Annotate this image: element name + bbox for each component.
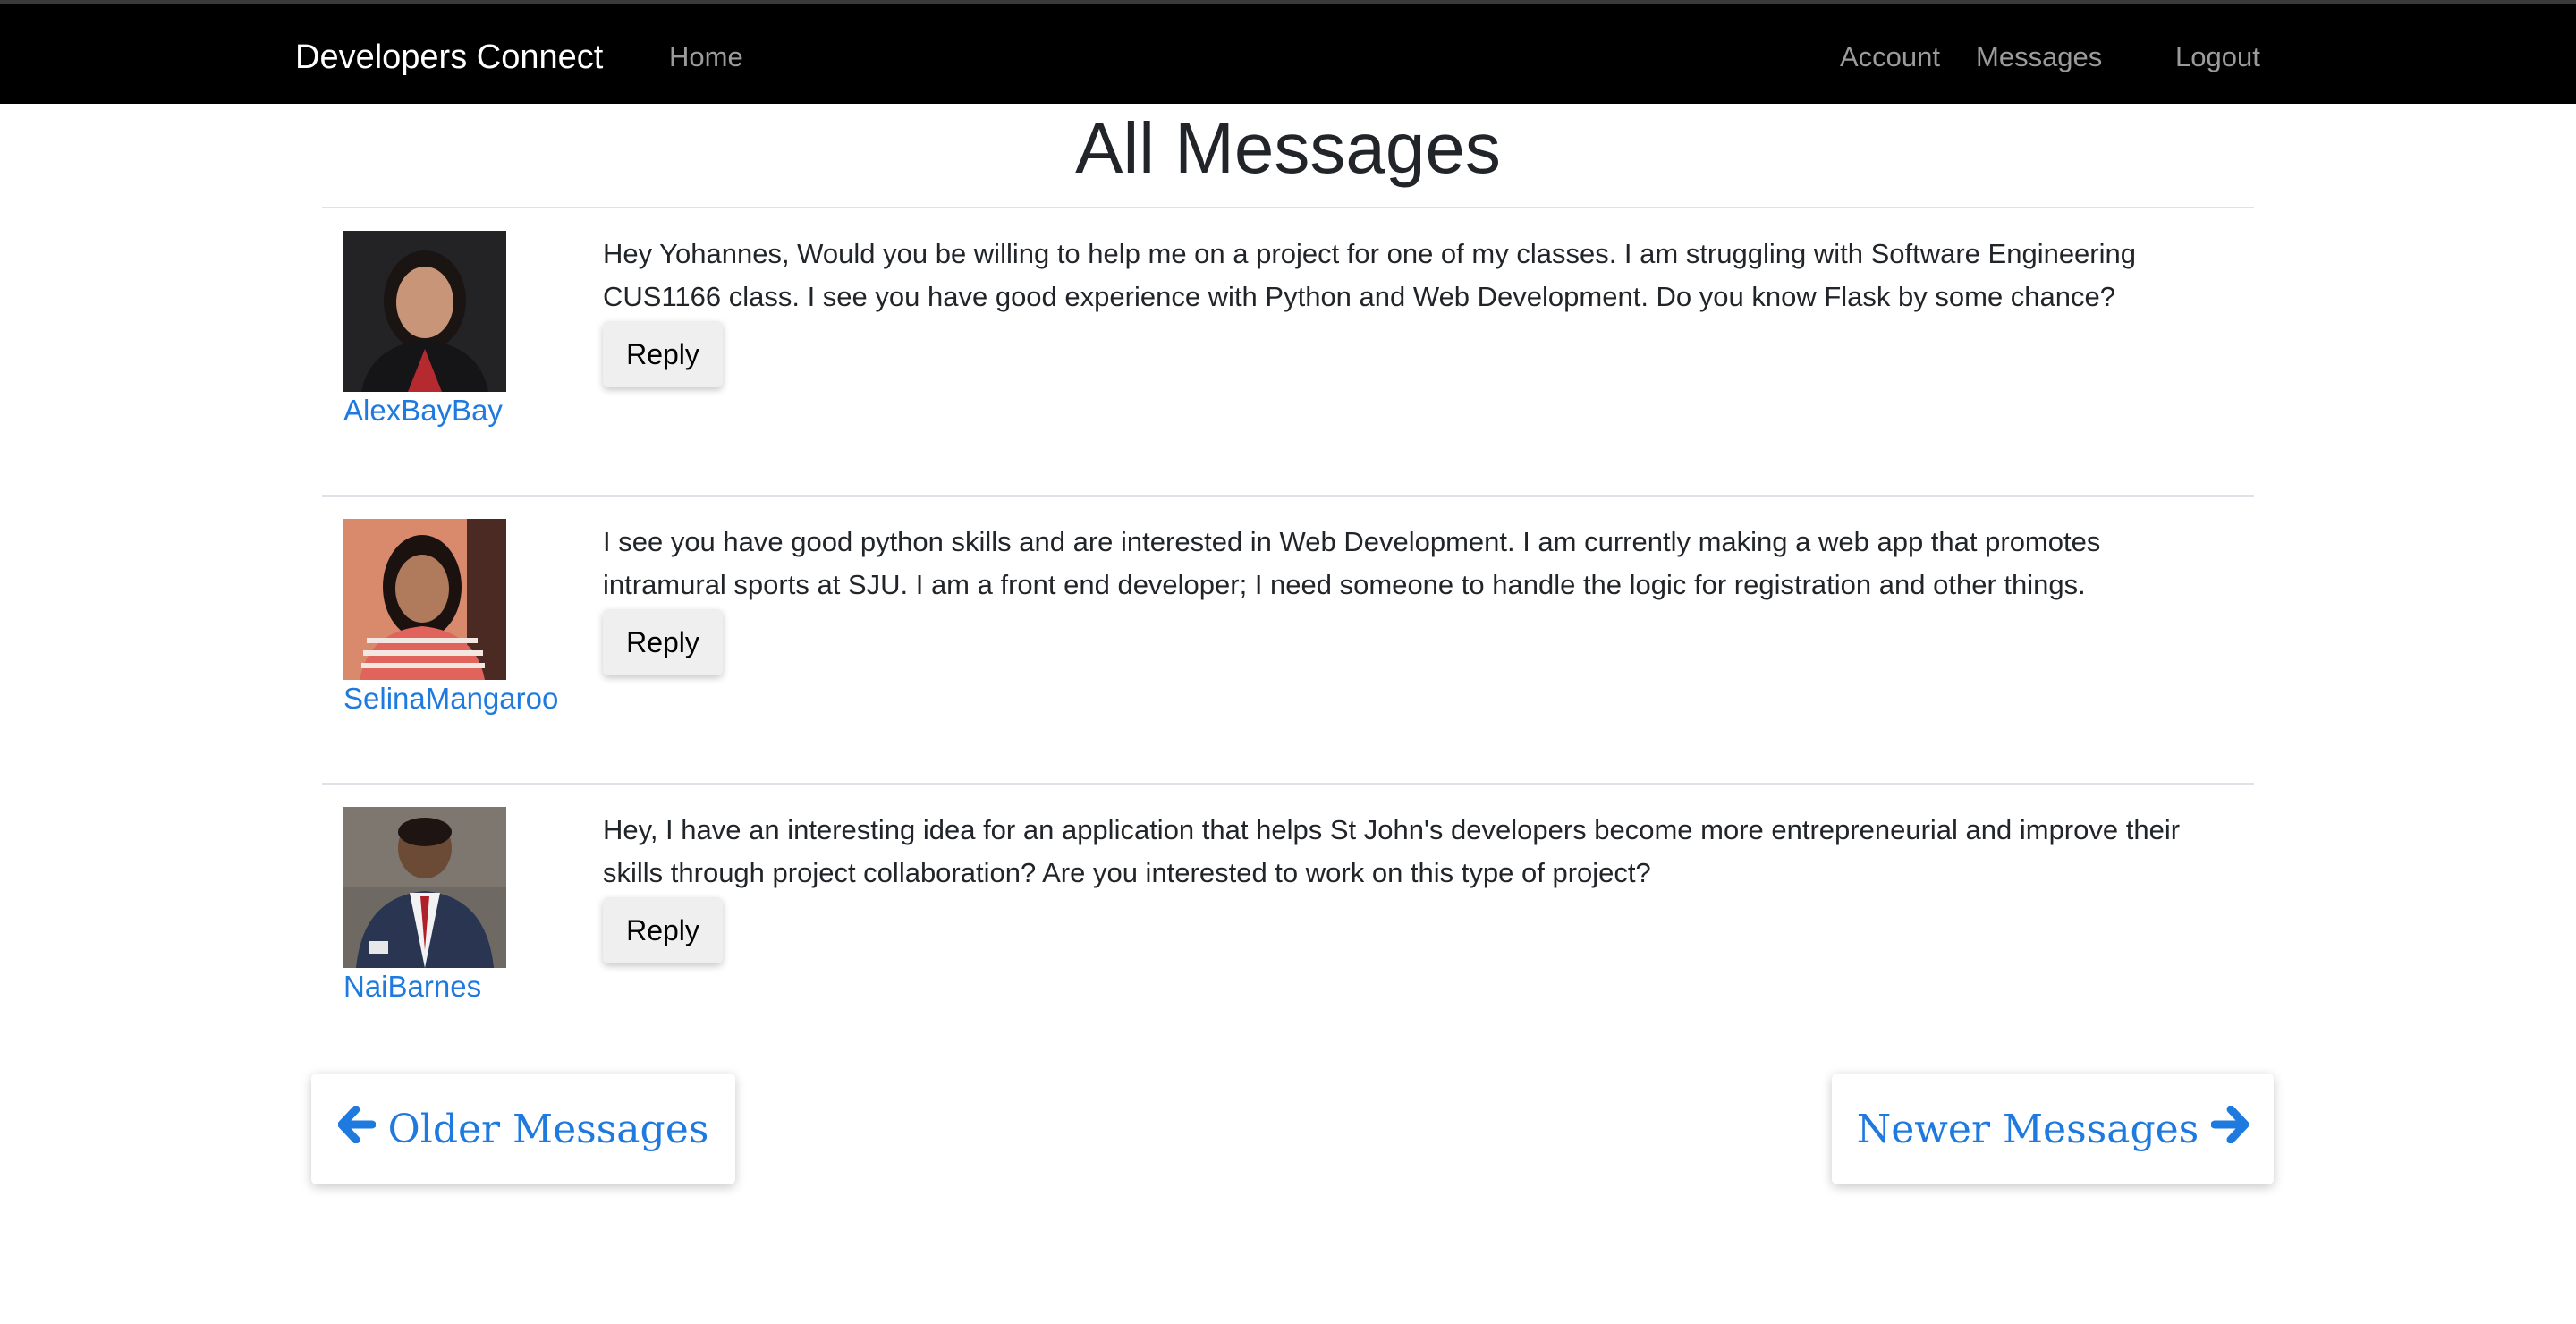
page-title: All Messages <box>1075 108 1501 188</box>
newer-messages-button[interactable] <box>1832 1074 2274 1184</box>
nav-account-link[interactable]: Account <box>1840 41 1941 72</box>
arrow-left-icon <box>338 1106 376 1153</box>
top-navbar <box>0 0 2576 104</box>
sender-username-link[interactable]: NaiBarnes <box>343 970 482 1003</box>
older-messages-label: Older Messages <box>387 1106 709 1152</box>
message-item <box>322 495 2254 781</box>
reply-button[interactable]: Reply <box>603 897 723 963</box>
reply-button[interactable]: Reply <box>603 609 723 675</box>
reply-button[interactable]: Reply <box>603 321 723 387</box>
newer-messages-label: Newer Messages <box>1856 1106 2199 1152</box>
older-messages-button[interactable] <box>311 1074 735 1184</box>
brand-link[interactable]: Developers Connect <box>295 38 604 76</box>
message-item <box>322 207 2254 493</box>
nav-messages-link[interactable]: Messages <box>1976 41 2103 72</box>
sender-username-link[interactable]: SelinaMangaroo <box>343 682 559 715</box>
sender-username-link[interactable]: AlexBayBay <box>343 394 503 427</box>
message-text: Hey Yohannes, Would you be willing to help me on a project for one of my classes. I am struggling with Software Engineering CUS1166 class. I see you have good experience with Python and Web Development. Do you know Flask by some chance? <box>603 238 2136 312</box>
arrow-right-icon <box>2211 1106 2249 1153</box>
message-item <box>322 783 2254 1069</box>
nav-logout-link[interactable]: Logout <box>2175 41 2260 72</box>
nav-home-link[interactable]: Home <box>669 41 743 72</box>
avatar <box>343 519 506 680</box>
avatar <box>343 807 506 968</box>
message-text: I see you have good python skills and are interested in Web Development. I am currently making a web app that promotes intramural sports at SJU. I am a front end developer; I need someone to handle the logic for registration and other things. <box>603 526 2101 600</box>
avatar <box>343 231 506 392</box>
message-text: Hey, I have an interesting idea for an application that helps St John's developers become more entrepreneurial and improve their skills through project collaboration? Are you interested to work on this type of project? <box>603 814 2181 888</box>
